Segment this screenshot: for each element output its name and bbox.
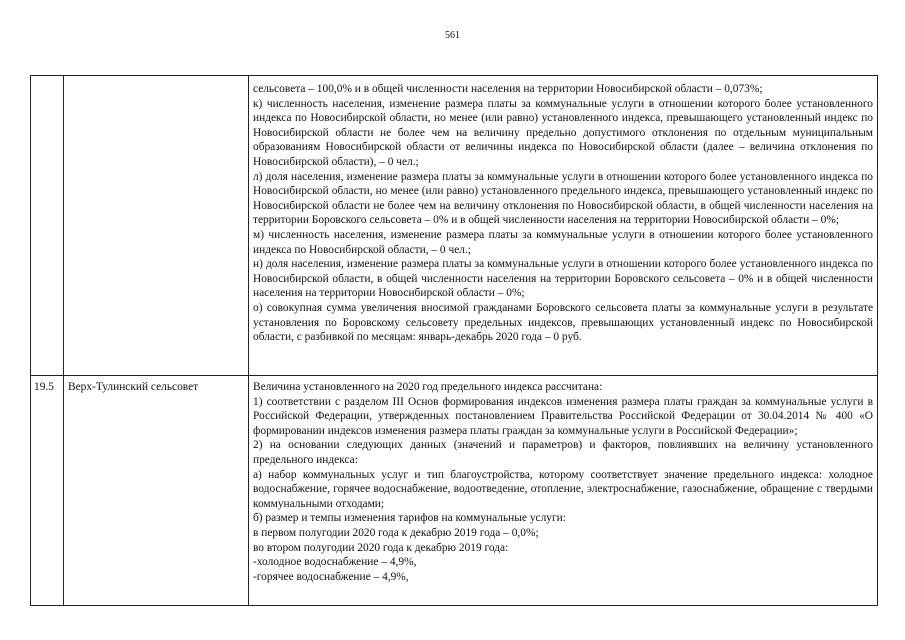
paragraph: о) совокупная сумма увеличения вносимой гражданами Боровского сельсовета платы за коммунальные услуги в результате установления по Боровскому сельсовету предельных индексов, превышающих установленный индекс по Новосибирской области, с разбивкой по месяцам: январь-декабрь 2020 года – 0 руб. <box>253 301 873 344</box>
paragraph: 1) соответствии с разделом III Основ формирования индексов изменения размера платы граждан за коммунальные услуги в Российской Федерации, утвержденных постановлением Правительства Российской Федерации от 30.04.2014 № 400 «О формировании индексов изменения размера платы граждан за коммунальные услуги в Российской Федерации»; <box>253 395 873 437</box>
paragraph: а) набор коммунальных услуг и тип благоустройства, которому соответствует значение предельного индекса: холодное водоснабжение, горячее водоснабжение, водоотведение, отопление, электроснабжение, газоснабжение, обращение с твердыми коммунальными отходами; <box>253 468 873 510</box>
municipality-name-cell <box>64 76 249 376</box>
paragraph: л) доля населения, изменение размера платы за коммунальные услуги в отношении которого более установленного индекса по Новосибирской области, но менее (или равно) установленного предельного индекса, превышающего установленный индекс по Новосибирской области не более чем на величину отклонения по Новосибирской области, в общей численности населения на территории Боровского сельсовета – 0% и в общей численности населения на территории Новосибирской области – 0%; <box>253 170 873 227</box>
document-table <box>30 75 878 606</box>
paragraph: -холодное водоснабжение – 4,9%, <box>253 556 417 569</box>
municipality-name-cell: Верх-Тулинский сельсовет <box>64 376 249 606</box>
paragraph: -горячее водоснабжение – 4,9%, <box>253 570 409 583</box>
row-number-cell: 19.5 <box>31 376 64 606</box>
table-row <box>31 76 878 376</box>
paragraph: н) доля населения, изменение размера платы за коммунальные услуги в отношении которого более установленного индекса по Новосибирской области, в общей численности населения на территории Боровского сельсовета – 0% и в общей численности населения на территории Новосибирской области – 0%; <box>253 258 873 300</box>
paragraph: в первом полугодии 2020 года к декабрю 2019 года – 0,0%; <box>253 526 539 539</box>
paragraph: во втором полугодии 2020 года к декабрю 2019 года: <box>253 541 509 554</box>
paragraph: 2) на основании следующих данных (значений и параметров) и факторов, повлиявших на величину установленного предельного индекса: <box>253 439 873 466</box>
row-number-cell <box>31 76 64 376</box>
paragraph: к) численность населения, изменение размера платы за коммунальные услуги в отношении которого более установленного индекса по Новосибирской области, но менее (или равно) установленного индекса, превышающего установленный индекс по Новосибирской области не более чем на величину предельно допустимого отклонения по отдельным муниципальным образованиям Новосибирской области от величины индекса по Новосибирской области (далее – величина отклонения по Новосибирской области), – 0 чел.; <box>253 97 873 168</box>
table-row <box>31 376 878 606</box>
description-cell <box>249 376 878 606</box>
description-cell <box>249 76 878 376</box>
paragraph: сельсовета – 100,0% и в общей численности населения на территории Новосибирской области – 0,073%; <box>253 83 763 95</box>
paragraph: м) численность населения, изменение размера платы за коммунальные услуги в отношении которого более установленного индекса по Новосибирской области, – 0 чел.; <box>253 228 873 256</box>
page-number: 561 <box>445 30 460 41</box>
paragraph: б) размер и темпы изменения тарифов на коммунальные услуги: <box>253 512 566 525</box>
paragraph: Величина установленного на 2020 год предельного индекса рассчитана: <box>253 381 603 393</box>
